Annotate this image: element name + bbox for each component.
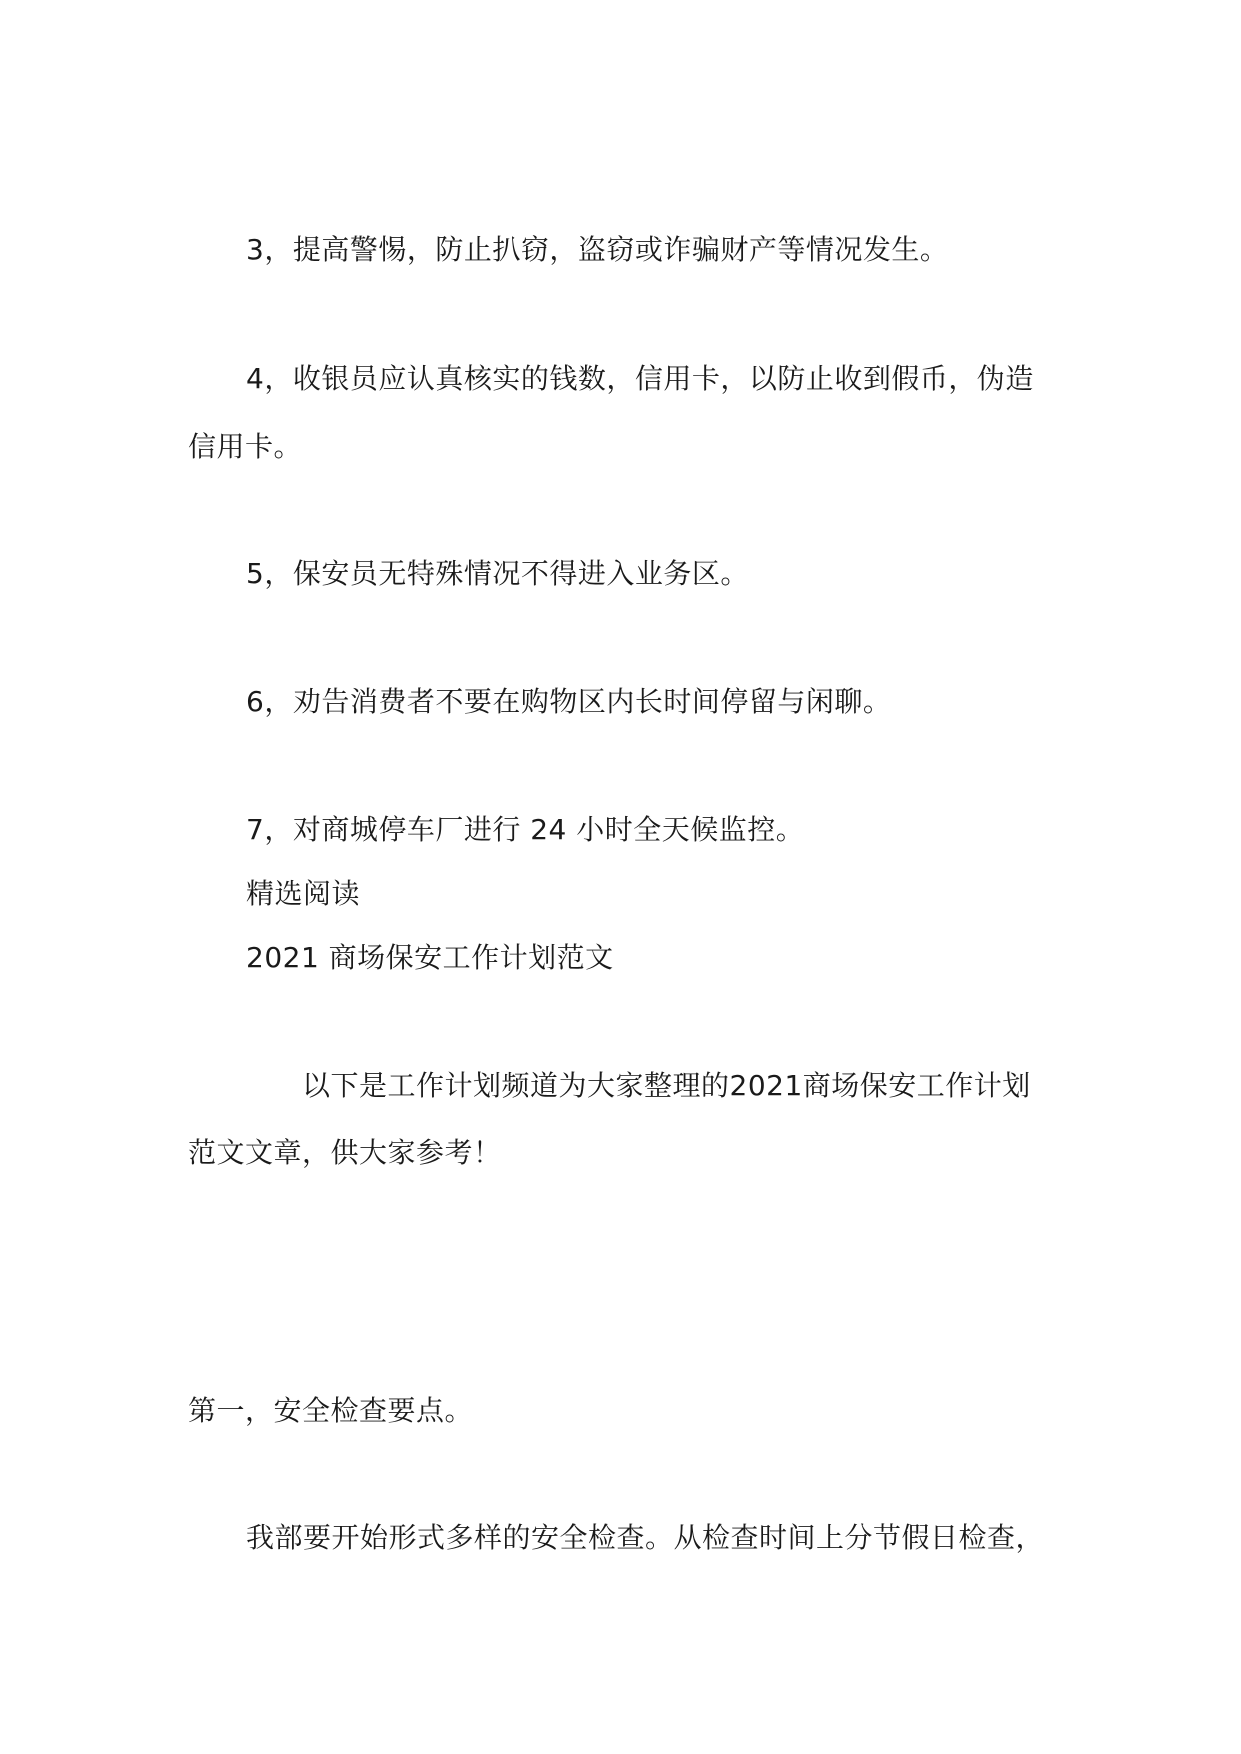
list-item-5: 5，保安员无特殊情况不得进入业务区。 xyxy=(246,557,749,590)
featured-title: 2021 商场保安工作计划范文 xyxy=(246,941,614,974)
intro-paragraph-line1: 以下是工作计划频道为大家整理的2021商场保安工作计划 xyxy=(302,1069,1031,1102)
list-item-3: 3，提高警惕，防止扒窃，盗窃或诈骗财产等情况发生。 xyxy=(246,233,949,266)
list-item-4-line1: 4，收银员应认真核实的钱数，信用卡，以防止收到假币，伪造 xyxy=(246,362,1034,395)
section-heading: 第一，安全检查要点。 xyxy=(188,1394,474,1427)
list-item-6: 6，劝告消费者不要在购物区内长时间停留与闲聊。 xyxy=(246,685,892,718)
featured-label: 精选阅读 xyxy=(246,877,361,910)
intro-paragraph-line2: 范文文章，供大家参考！ xyxy=(188,1136,502,1169)
list-item-7: 7，对商城停车厂进行 24 小时全天候监控。 xyxy=(246,813,805,846)
list-item-4-line2: 信用卡。 xyxy=(188,430,303,463)
section-body-line1: 我部要开始形式多样的安全检查。从检查时间上分节假日检查， xyxy=(246,1521,1045,1554)
